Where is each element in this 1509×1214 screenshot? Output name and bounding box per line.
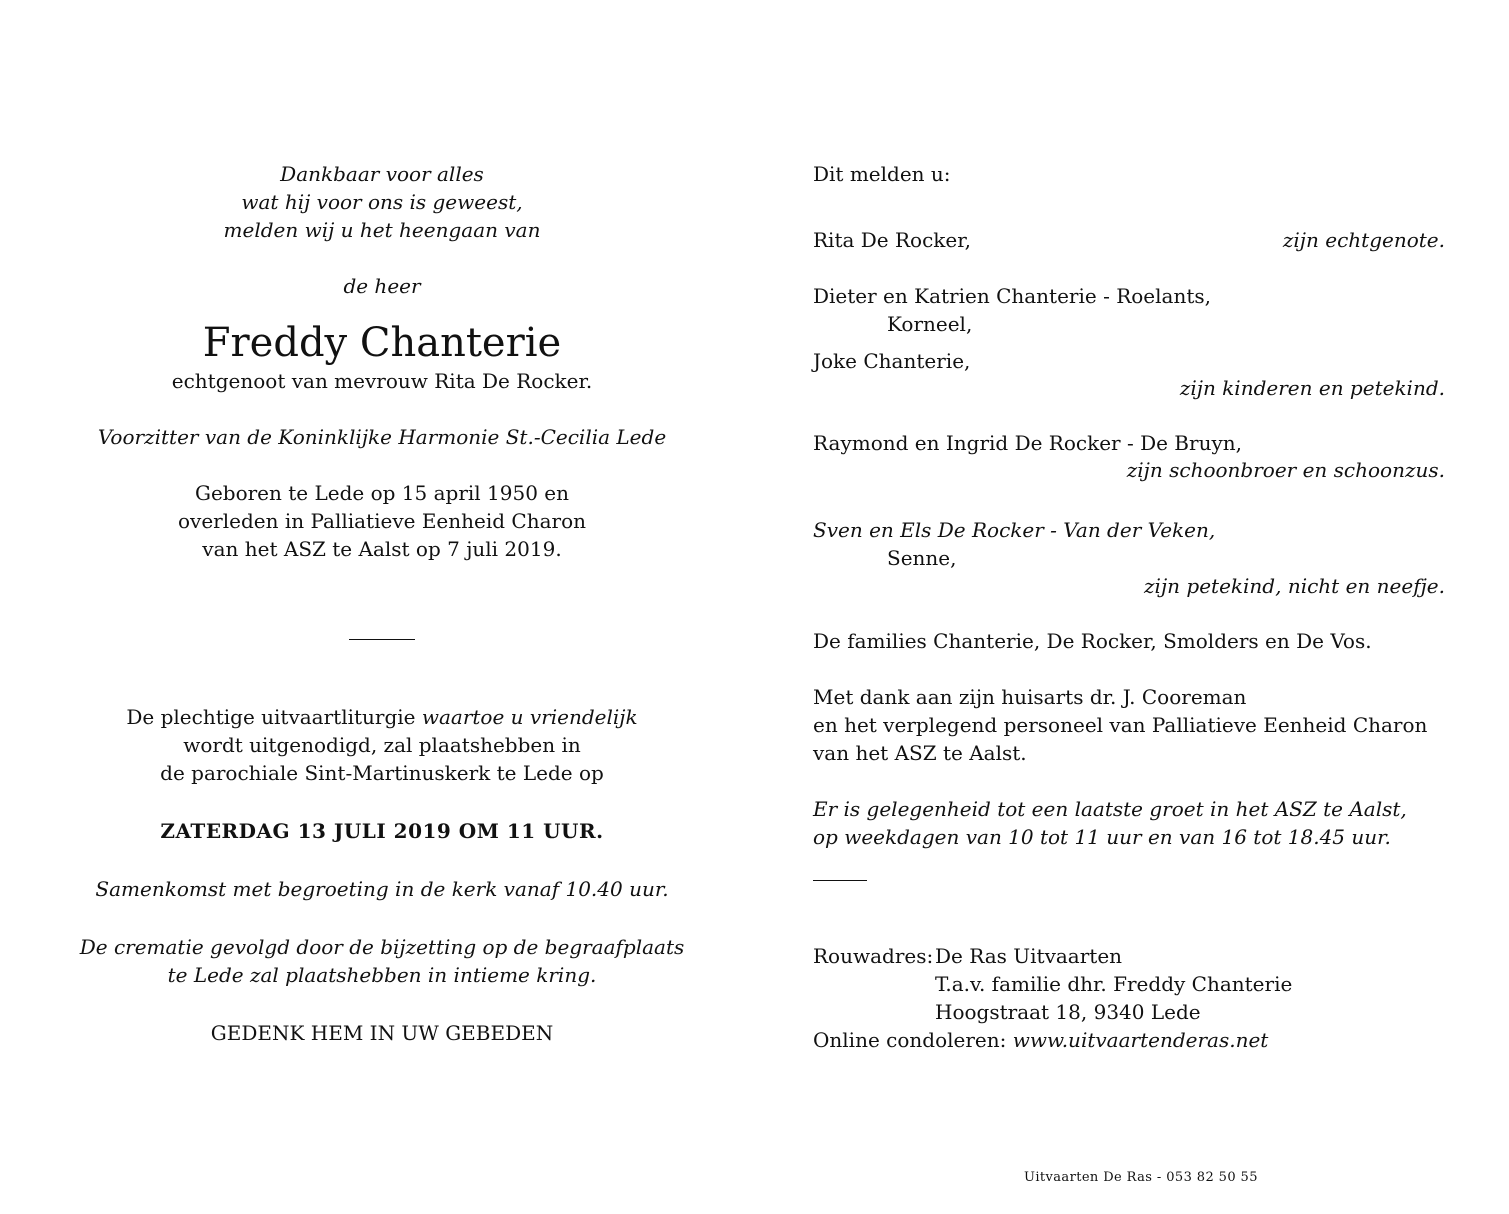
spouse-name: Rita De Rocker, bbox=[813, 228, 971, 252]
address-label: Rouwadres: bbox=[813, 944, 934, 968]
address-line-1: De Ras Uitvaarten bbox=[935, 944, 1123, 968]
title-prefix: de heer bbox=[343, 274, 421, 298]
left-column bbox=[72, 160, 692, 1047]
deceased-name: Freddy Chanterie bbox=[202, 320, 562, 366]
visit-line-1: Er is gelegenheid tot een laatste groet in het ASZ te Aalst, bbox=[813, 797, 1407, 821]
spouse-relation: zijn echtgenote. bbox=[1282, 228, 1445, 252]
service-line-2: wordt uitgenodigd, zal plaatshebben in bbox=[183, 733, 581, 757]
address-line-2: T.a.v. familie dhr. Freddy Chanterie bbox=[935, 972, 1293, 996]
online-label: Online condoleren: bbox=[813, 1028, 1007, 1052]
family4-line2: Senne, bbox=[887, 546, 957, 570]
online-url[interactable]: www.uitvaartenderas.net bbox=[1012, 1028, 1269, 1052]
families-line: De families Chanterie, De Rocker, Smolders en De Vos. bbox=[813, 629, 1372, 653]
intro-line-3: melden wij u het heengaan van bbox=[223, 218, 541, 242]
children-relation: zijn kinderen en petekind. bbox=[1179, 376, 1445, 400]
thanks-line-3: van het ASZ te Aalst. bbox=[813, 741, 1027, 765]
right-separator bbox=[813, 860, 1445, 880]
service-line-3: de parochiale Sint-Martinuskerk te Lede op bbox=[160, 761, 604, 785]
intro-line-2: wat hij voor ons is geweest, bbox=[241, 190, 523, 214]
cremation-line-2: te Lede zal plaatshebben in intieme kring. bbox=[167, 963, 597, 987]
family4-line1: Sven en Els De Rocker - Van der Veken, bbox=[813, 518, 1216, 542]
family1-line2: Korneel, bbox=[887, 312, 973, 336]
footer: Uitvaarten De Ras - 053 82 50 55 bbox=[1024, 1170, 1258, 1185]
family1-line1: Dieter en Katrien Chanterie - Roelants, bbox=[813, 284, 1211, 308]
family2-line1: Joke Chanterie, bbox=[813, 349, 971, 373]
service-line-1: De plechtige uitvaartliturgie waartoe u vriendelijk bbox=[126, 705, 638, 729]
birth-line-1: Geboren te Lede op 15 april 1950 en bbox=[194, 481, 570, 505]
spouse-line: echtgenoot van mevrouw Rita De Rocker. bbox=[171, 369, 593, 393]
intro-line-1: Dankbaar voor alles bbox=[280, 162, 484, 186]
online-row bbox=[813, 1026, 1445, 1054]
visit-line-2: op weekdagen van 10 tot 11 uur en van 16 tot 18.45 uur. bbox=[813, 825, 1391, 849]
role-line: Voorzitter van de Koninklijke Harmonie St.-Cecilia Lede bbox=[97, 425, 667, 449]
family4-relation: zijn petekind, nicht en neefje. bbox=[1144, 574, 1445, 598]
address-block bbox=[813, 942, 1445, 970]
thanks-line-2: en het verplegend personeel van Palliatieve Eenheid Charon bbox=[813, 713, 1428, 737]
birth-line-2: overleden in Palliatieve Eenheid Charon bbox=[177, 509, 587, 533]
cremation-line-1: De crematie gevolgd door de bijzetting op de begraafplaats bbox=[79, 935, 685, 959]
spouse-row bbox=[813, 226, 1445, 254]
gathering-line: Samenkomst met begroeting in de kerk vanaf 10.40 uur. bbox=[95, 877, 669, 901]
address-line-3: Hoogstraat 18, 9340 Lede bbox=[935, 1000, 1201, 1024]
right-heading: Dit melden u: bbox=[813, 162, 951, 186]
thanks-line-1: Met dank aan zijn huisarts dr. J. Cooreman bbox=[813, 685, 1247, 709]
family3-line1: Raymond en Ingrid De Rocker - De Bruyn, bbox=[813, 431, 1242, 455]
birth-line-3: van het ASZ te Aalst op 7 juli 2019. bbox=[202, 537, 562, 561]
service-date: ZATERDAG 13 JULI 2019 OM 11 UUR. bbox=[160, 819, 604, 843]
family3-relation: zijn schoonbroer en schoonzus. bbox=[1126, 458, 1445, 482]
separator bbox=[72, 619, 692, 647]
closing-line: GEDENK HEM IN UW GEBEDEN bbox=[210, 1021, 554, 1045]
